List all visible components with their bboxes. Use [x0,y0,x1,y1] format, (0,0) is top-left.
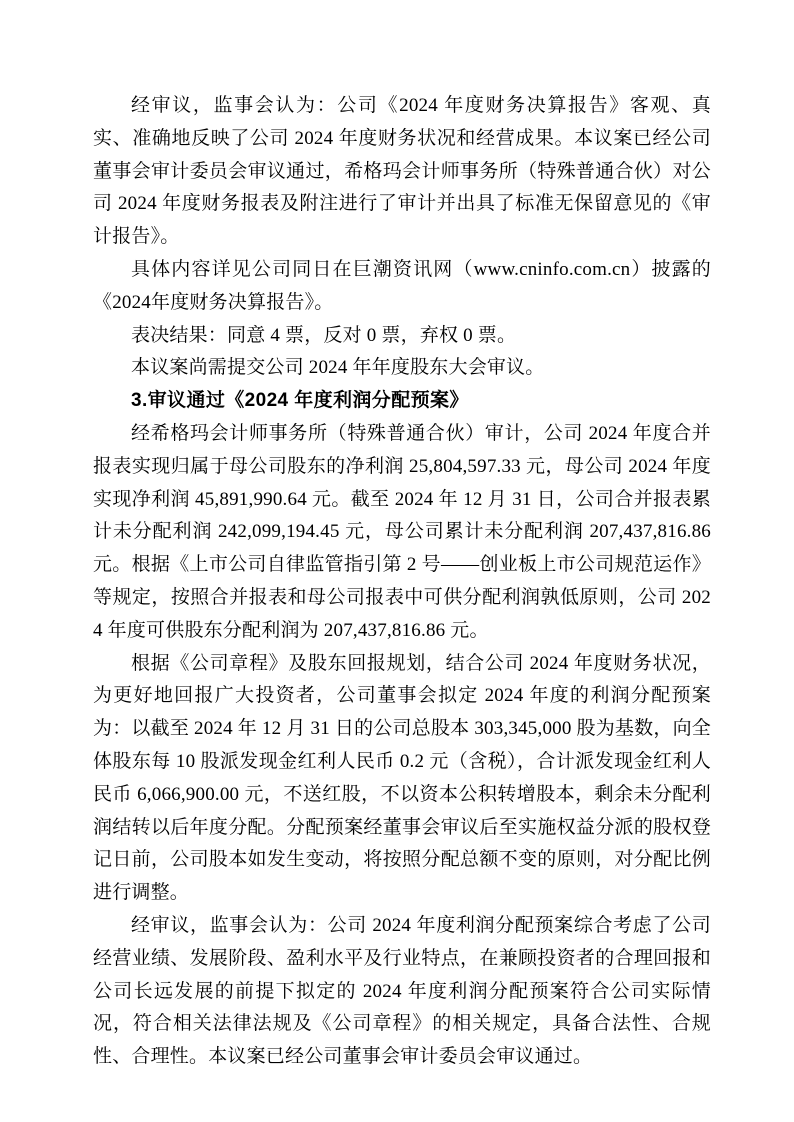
heading-item-3-profit-distribution-plan: 3.审议通过《2024 年度利润分配预案》 [131,390,469,412]
paragraph-disclosure-reference: 具体内容详见公司同日在巨潮资讯网（www.cninfo.com.cn）披露的《2024年度财务决算报告》。 [93,258,711,313]
paragraph-audited-profit-figures: 经希格玛会计师事务所（特殊普通合伙）审计，公司 2024 年度合并报表实现归属于母公司股东的净利润 25,804,597.33 元，母公司 2024 年度实现净利润 45,891,990.64 元。截至 2024 年 12 月 31 日，公司合并报表累计未分配利润 242,099,194.45 元，母公司累计未分配利润 207,437,816.86 元。根据《上市公司自律监管指引第 2 号——创业板上市公司规范运作》等规定，按照合并报表和母公司报表中可供分配利润孰低原则，公司 2024 年度可供股东分配利润为 207,437,816.86 元。 [93,422,711,641]
paragraph-financial-report-opinion: 经审议，监事会认为：公司《2024 年度财务决算报告》客观、真实、准确地反映了公司 2024 年度财务状况和经营成果。本议案已经公司董事会审计委员会审议通过，希格玛会计师事务所（特殊普通合伙）对公司 2024 年度财务报表及附注进行了审计并出具了标准无保留意见的《审计报告》。 [93,95,711,248]
paragraph-distribution-plan-details: 根据《公司章程》及股东回报规划，结合公司 2024 年度财务状况，为更好地回报广大投资者，公司董事会拟定 2024 年度的利润分配预案为：以截至 2024 年 12 月 31 日的公司总股本 303,345,000 股为基数，向全体股东每 10 股派发现金红利人民币 0.2 元（含税），合计派发现金红利人民币 6,066,900.00 元，不送红股，不以资本公积转增股本，剩余未分配利润结转以后年度分配。分配预案经董事会审议后至实施权益分派的股权登记日前，公司股本如发生变动，将按照分配总额不变的原则，对分配比例进行调整。 [93,652,711,904]
document-text-block [93,90,711,1074]
paragraph-submit-to-agm: 本议案尚需提交公司 2024 年年度股东大会审议。 [131,357,545,379]
paragraph-vote-result: 表决结果：同意 4 票，反对 0 票，弃权 0 票。 [131,324,517,346]
paragraph-supervisory-board-opinion: 经审议，监事会认为：公司 2024 年度利润分配预案综合考虑了公司经营业绩、发展阶段、盈利水平及行业特点，在兼顾投资者的合理回报和公司长远发展的前提下拟定的 2024 年度利润分配预案符合公司实际情况，符合相关法律法规及《公司章程》的相关规定，具备合法性、合规性、合理性。本议案已经公司董事会审计委员会审议通过。 [93,914,711,1068]
